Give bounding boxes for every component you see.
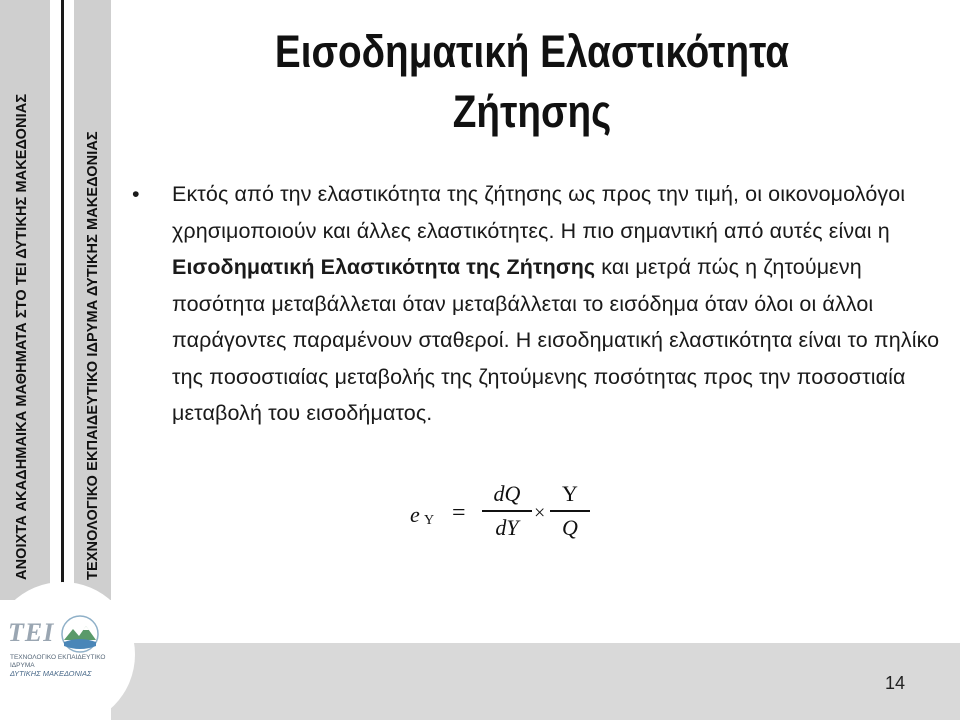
page-number: 14 <box>884 673 906 693</box>
bullet-marker: • <box>132 182 140 206</box>
institution-logo <box>8 614 118 678</box>
fraction1-bar <box>482 510 532 512</box>
fraction1-denominator-text: dY <box>495 514 519 540</box>
formula-lhs: e <box>410 502 420 527</box>
income-elasticity-formula <box>408 480 608 550</box>
fraction1-numerator <box>482 480 532 508</box>
logo-subtitle <box>10 654 120 679</box>
slide-title-line1: Εισοδηματική Ελαστικότητα <box>274 26 790 77</box>
logo-subtitle-line1: ΤΕΧΝΟΛΟΓΙΚΟ ΕΚΠΑΙΔΕΥΤΙΚΟ ΙΔΡΥΜΑ <box>10 654 106 669</box>
fraction2-bar <box>550 510 590 512</box>
formula-times: × <box>534 502 546 524</box>
formula-lhs-subscript: Y <box>424 513 435 528</box>
formula-fraction-ratio <box>550 480 590 542</box>
slide-body <box>132 176 940 432</box>
fraction2-denominator <box>550 514 590 542</box>
sidebar-outer-text: ΑΝΟΙΧΤΑ ΑΚΑΔΗΜΑΙΚΑ ΜΑΘΗΜΑΤΑ ΣΤΟ ΤΕΙ ΔΥΤΙΚΗΣ ΜΑΚΕΔΟΝΙΑΣ <box>14 93 30 580</box>
bullet-paragraph <box>150 176 940 432</box>
formula-fraction-derivative <box>482 480 532 542</box>
fraction2-numerator: Y <box>562 481 578 506</box>
fraction2-denominator-text: Q <box>562 514 578 540</box>
logo-subtitle-line2: ΔΥΤΙΚΗΣ ΜΑΚΕΔΟΝΙΑΣ <box>10 669 92 678</box>
mountain-emblem-icon <box>60 614 100 654</box>
footer-bar <box>111 643 960 720</box>
fraction1-numerator-text: dQ <box>493 481 521 506</box>
sidebar-divider-line <box>61 0 64 590</box>
paragraph-text-2: και μετρά πώς η ζητούμενη ποσότητα μεταβάλλεται όταν μεταβάλλεται το εισόδημα όταν όλοι οι άλλοι παράγοντες παραμένουν σταθεροί. Η εισοδηματική ελαστικότητα είναι το πηλίκο της ποσοστιαίας μεταβολής της ζητούμενης ποσότητας προς την ποσοστιαία μεταβολή του εισοδήματος. <box>172 255 940 425</box>
logo-wordmark: TEI <box>8 618 55 647</box>
slide-title <box>179 22 884 142</box>
slide-title-line2: Ζήτησης <box>452 86 612 137</box>
paragraph-text-1: Εκτός από την ελαστικότητα της ζήτησης ως προς την τιμή, οι οικονομολόγοι χρησιμοποιούν και άλλες ελαστικότητες. Η πιο σημαντική από αυτές είναι η <box>172 182 906 243</box>
paragraph-bold-term: Εισοδηματική Ελαστικότητα της Ζήτησης <box>172 255 596 279</box>
fraction1-denominator <box>482 514 532 542</box>
formula-equals: = <box>452 500 466 526</box>
sidebar-inner-text: ΤΕΧΝΟΛΟΓΙΚΟ ΕΚΠΑΙΔΕΥΤΙΚΟ ΙΔΡΥΜΑ ΔΥΤΙΚΗΣ ΜΑΚΕΔΟΝΙΑΣ <box>85 131 101 580</box>
